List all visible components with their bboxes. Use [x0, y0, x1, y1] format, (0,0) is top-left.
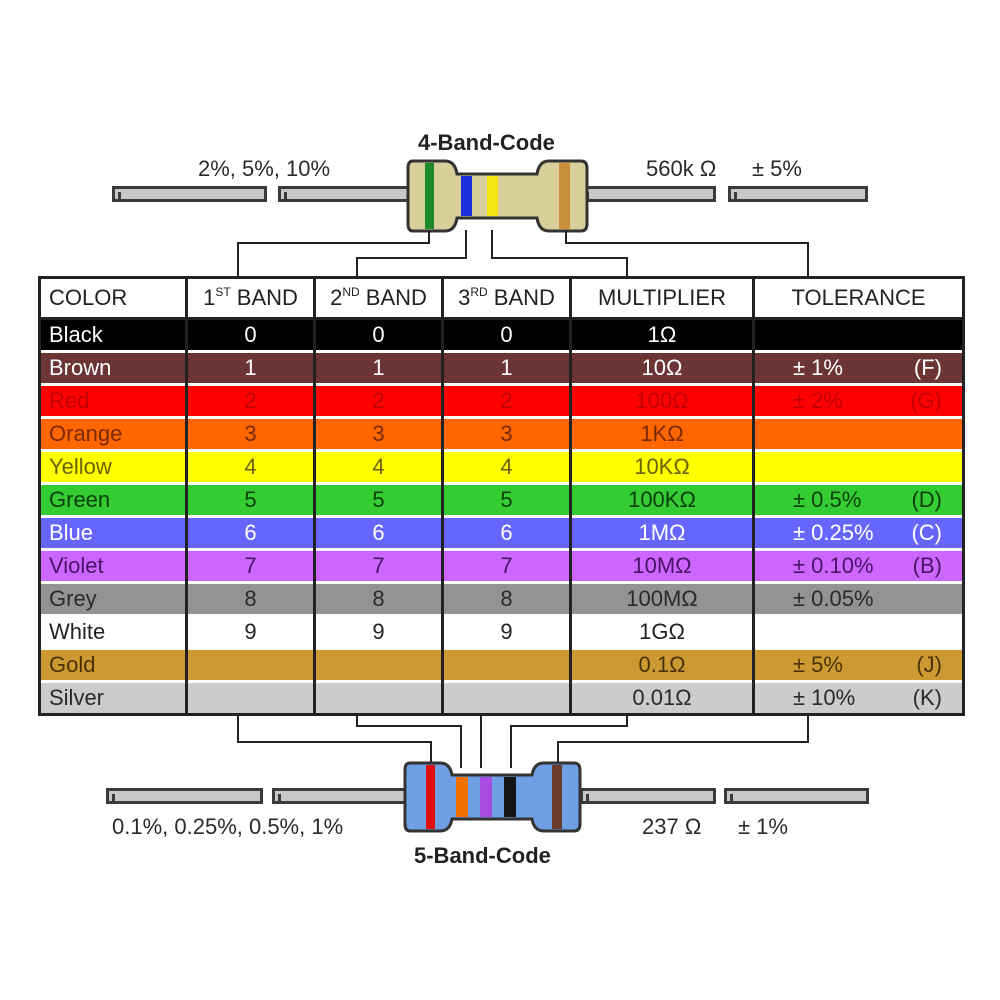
lead-wire-bottom-right-1 [580, 788, 716, 804]
table-row [40, 682, 964, 715]
band-3-digit-cell: 1 [443, 352, 571, 385]
tolerance-cell [754, 550, 964, 583]
tolerance-cell [754, 451, 964, 484]
band-2-digit-cell: 4 [315, 451, 443, 484]
band-2-digit-cell: 1 [315, 352, 443, 385]
table-row [40, 550, 964, 583]
band-3-digit-cell: 5 [443, 484, 571, 517]
tolerance-value: ± 0.25% [793, 520, 874, 545]
multiplier-cell: 100MΩ [571, 583, 754, 616]
band-2-digit-cell: 8 [315, 583, 443, 616]
tolerance-cell [754, 682, 964, 715]
band-1-digit-cell: 8 [187, 583, 315, 616]
band-3-digit-cell: 7 [443, 550, 571, 583]
multiplier-cell: 10KΩ [571, 451, 754, 484]
color-name-cell: Yellow [40, 451, 187, 484]
tolerance-cell [754, 517, 964, 550]
band-2-digit-cell: 3 [315, 418, 443, 451]
multiplier-cell: 0.1Ω [571, 649, 754, 682]
table-row [40, 385, 964, 418]
band-1-digit-cell: 5 [187, 484, 315, 517]
color-name-cell: Green [40, 484, 187, 517]
header-tolerance: TOLERANCE [754, 278, 964, 319]
tolerance-letter: (D) [911, 487, 942, 512]
band-2-digit-cell: 6 [315, 517, 443, 550]
tolerance-letter: (G) [910, 388, 942, 413]
band-2-digit-cell [315, 682, 443, 715]
multiplier-cell: 1MΩ [571, 517, 754, 550]
five-band-band-4 [504, 777, 516, 817]
table-row [40, 517, 964, 550]
five-band-title: 5-Band-Code [414, 843, 551, 868]
tolerance-cell [754, 319, 964, 352]
tolerance-cell [754, 418, 964, 451]
tolerance-value: ± 10% [793, 685, 856, 710]
tolerance-value: ± 0.5% [793, 487, 862, 512]
band-1-digit-cell: 4 [187, 451, 315, 484]
table-row [40, 484, 964, 517]
header-multiplier: MULTIPLIER [571, 278, 754, 319]
color-name-cell: Orange [40, 418, 187, 451]
multiplier-cell: 10Ω [571, 352, 754, 385]
band-3-digit-cell: 8 [443, 583, 571, 616]
multiplier-cell: 1KΩ [571, 418, 754, 451]
header-band-1: 1ST BAND [187, 278, 315, 319]
tolerance-cell [754, 649, 964, 682]
header-band-2: 2ND BAND [315, 278, 443, 319]
five-band-band-5 [552, 765, 562, 829]
color-name-cell: Gold [40, 649, 187, 682]
band-1-digit-cell: 3 [187, 418, 315, 451]
tolerance-value: ± 0.05% [793, 586, 874, 611]
lead-wire-bottom-right-2 [724, 788, 869, 804]
table-row [40, 451, 964, 484]
table-row [40, 352, 964, 385]
tolerance-letter: (F) [913, 355, 942, 380]
band-3-digit-cell: 6 [443, 517, 571, 550]
color-code-table [38, 276, 965, 716]
tolerance-letter: (K) [912, 685, 942, 710]
band-1-digit-cell: 2 [187, 385, 315, 418]
band-3-digit-cell [443, 649, 571, 682]
band-1-digit-cell [187, 649, 315, 682]
multiplier-cell: 1Ω [571, 319, 754, 352]
multiplier-cell: 0.01Ω [571, 682, 754, 715]
color-name-cell: Grey [40, 583, 187, 616]
tolerance-letter: (B) [912, 553, 942, 578]
color-name-cell: Blue [40, 517, 187, 550]
tolerance-cell [754, 352, 964, 385]
multiplier-cell: 100KΩ [571, 484, 754, 517]
band-1-digit-cell [187, 682, 315, 715]
color-name-cell: Black [40, 319, 187, 352]
five-band-example-tolerance: ± 1% [738, 814, 788, 839]
tolerance-cell [754, 385, 964, 418]
table-row [40, 649, 964, 682]
band-1-digit-cell: 9 [187, 616, 315, 649]
band-1-digit-cell: 1 [187, 352, 315, 385]
tolerance-cell [754, 484, 964, 517]
band-2-digit-cell: 2 [315, 385, 443, 418]
band-2-digit-cell: 5 [315, 484, 443, 517]
table-row [40, 616, 964, 649]
band-3-digit-cell: 3 [443, 418, 571, 451]
color-name-cell: Silver [40, 682, 187, 715]
band-1-digit-cell: 0 [187, 319, 315, 352]
four-band-title: 4-Band-Code [418, 130, 555, 155]
color-name-cell: Brown [40, 352, 187, 385]
tolerance-cell [754, 583, 964, 616]
five-band-band-3 [480, 777, 492, 817]
tolerance-value: ± 1% [793, 355, 843, 380]
color-name-cell: White [40, 616, 187, 649]
multiplier-cell: 10MΩ [571, 550, 754, 583]
tolerance-letter: (C) [911, 520, 942, 545]
five-band-tolerance-options: 0.1%, 0.25%, 0.5%, 1% [112, 814, 344, 839]
color-name-cell: Violet [40, 550, 187, 583]
band-3-digit-cell: 4 [443, 451, 571, 484]
tolerance-value: ± 2% [793, 388, 843, 413]
band-3-digit-cell: 9 [443, 616, 571, 649]
band-2-digit-cell: 9 [315, 616, 443, 649]
table-header-row [40, 278, 964, 319]
band-3-digit-cell: 2 [443, 385, 571, 418]
five-band-example-value: 237 Ω [642, 814, 702, 839]
four-band-example-tolerance: ± 5% [752, 156, 802, 181]
band-2-digit-cell: 7 [315, 550, 443, 583]
five-band-band-2 [456, 777, 468, 817]
tolerance-letter: (J) [916, 652, 942, 677]
color-name-cell: Red [40, 385, 187, 418]
four-band-tolerance-options: 2%, 5%, 10% [198, 156, 331, 181]
band-2-digit-cell: 0 [315, 319, 443, 352]
band-1-digit-cell: 6 [187, 517, 315, 550]
band-3-digit-cell: 0 [443, 319, 571, 352]
five-band-resistor [402, 760, 584, 834]
tolerance-cell [754, 616, 964, 649]
lead-wire-bottom-left-2 [272, 788, 413, 804]
multiplier-cell: 100Ω [571, 385, 754, 418]
band-3-digit-cell [443, 682, 571, 715]
five-band-band-1 [426, 765, 435, 829]
table-body [40, 319, 964, 715]
table-row [40, 418, 964, 451]
table-row [40, 583, 964, 616]
table-row [40, 319, 964, 352]
tolerance-value: ± 5% [793, 652, 843, 677]
header-color: COLOR [40, 278, 187, 319]
tolerance-value: ± 0.10% [793, 553, 874, 578]
band-2-digit-cell [315, 649, 443, 682]
multiplier-cell: 1GΩ [571, 616, 754, 649]
lead-wire-bottom-left-1 [106, 788, 263, 804]
band-1-digit-cell: 7 [187, 550, 315, 583]
header-band-3: 3RD BAND [443, 278, 571, 319]
four-band-example-value: 560k Ω [646, 156, 717, 181]
